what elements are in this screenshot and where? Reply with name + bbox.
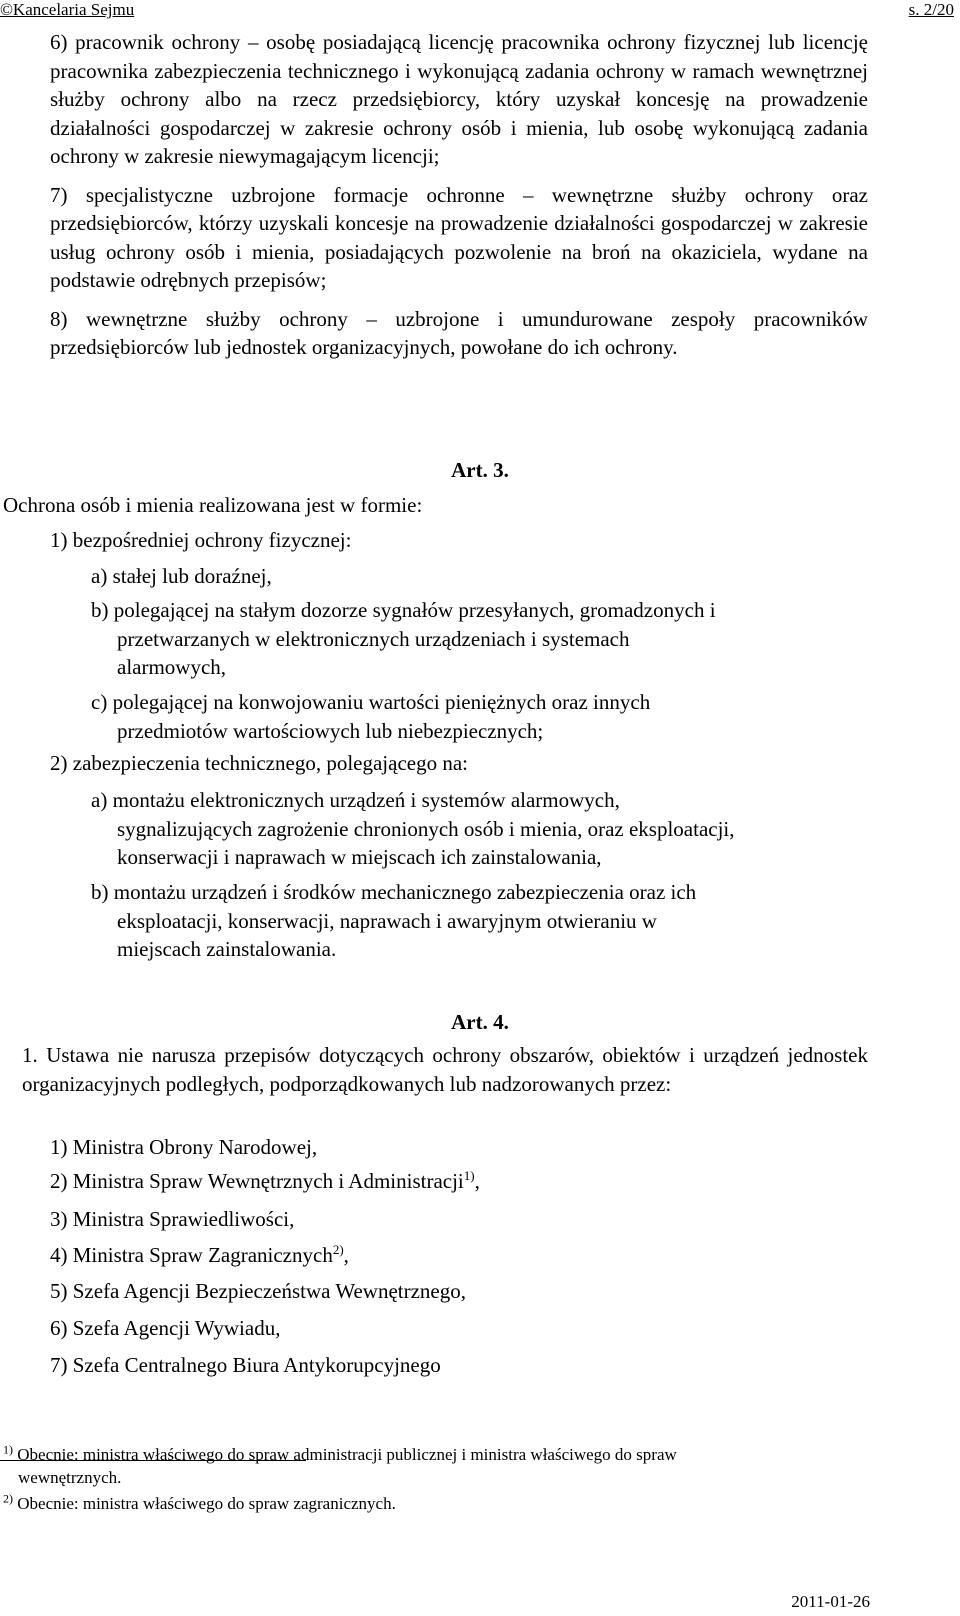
article-4-title: Art. 4.	[451, 1010, 509, 1034]
article-4-item-6: 6) Szefa Agencji Wywiadu,	[50, 1316, 281, 1340]
article-4-item-5: 5) Szefa Agencji Bezpieczeństwa Wewnętrznego,	[50, 1279, 466, 1303]
article-4-item-2: 2) Ministra Spraw Wewnętrznych i Administracji$^{1)}$,	[50, 1168, 480, 1193]
article-4-para-1: 1. Ustawa nie narusza przepisów dotyczących ochrony obszarów, obiektów i urządzeń jednostek organizacyjnych podległych, podporządkowanych lub nadzorowanych przez:	[22, 1043, 868, 1096]
footnote-ref-1: 1)	[463, 1168, 475, 1183]
article-3-point-2: 2) zabezpieczenia technicznego, polegającego na:	[50, 751, 469, 775]
definition-item-6: 6) pracownik ochrony – osobę posiadającą licencję pracownika ochrony fizycznej lub licencję pracownika zabezpieczenia technicznego i wykonującą zadania ochrony w ramach wewnętrznej służby ochrony albo na rzecz przedsiębiorcy, który uzyskał koncesję na prowadzenie działalności gospodarczej w zakresie ochrony osób i mienia, lub osobę wykonującą zadania ochrony w zakresie niewymagającym licencji;	[50, 30, 868, 168]
article-4-item-7: 7) Szefa Centralnego Biura Antykorupcyjnego	[50, 1353, 441, 1377]
footnote-2: $^{2)}$ Obecnie: ministra właściwego do spraw zagranicznych.	[3, 1491, 396, 1513]
article-3-point-1: 1) bezpośredniej ochrony fizycznej:	[50, 528, 352, 552]
article-4-item-3: 3) Ministra Sprawiedliwości,	[50, 1207, 295, 1231]
publication-date: 2011-01-26	[791, 1592, 870, 1611]
page-number: s. 2/20	[908, 0, 954, 19]
definitions-list	[50, 28, 868, 372]
article-4-item-1: 1) Ministra Obrony Narodowej,	[50, 1135, 318, 1159]
article-3-point-1c: c) polegającej na konwojowaniu wartości pieniężnych oraz innych przedmiotów wartościowych lub niebezpiecznych;	[91, 690, 651, 743]
definition-item-7: 7) specjalistyczne uzbrojone formacje ochronne – wewnętrzne służby ochrony oraz przedsiębiorców, którzy uzyskali koncesje na prowadzenie działalności gospodarczej w zakresie usług ochrony osób i mienia, posiadających pozwolenie na broń na okaziciela, wydane na podstawie odrębnych przepisów;	[50, 182, 868, 292]
footnote-1: $^{1)}$ Obecnie: ministra właściwego do spraw administracji publicznej i ministra właściwego do spraw wewnętrznych.	[3, 1442, 677, 1487]
article-3-point-1b: b) polegającej na stałym dozorze sygnałów przesyłanych, gromadzonych i przetwarzanych w elektronicznych urządzeniach i systemach alarmowych,	[91, 598, 716, 679]
article-3-title: Art. 3.	[451, 458, 509, 482]
article-3-point-1a: a) stałej lub doraźnej,	[91, 564, 272, 588]
article-3-intro: Ochrona osób i mienia realizowana jest w formie:	[3, 493, 423, 517]
article-3-point-2a: a) montażu elektronicznych urządzeń i systemów alarmowych, sygnalizujących zagrożenie chronionych osób i mienia, oraz eksploatacji, konserwacji i naprawach w miejscach ich zainstalowania,	[91, 788, 735, 869]
footnote-ref-2: 2)	[332, 1242, 344, 1257]
definition-item-8: 8) wewnętrzne służby ochrony – uzbrojone i umundurowane zespoły pracowników przedsiębiorców lub jednostek organizacyjnych, powołane do ich ochrony.	[50, 306, 868, 359]
page-header-left: ©Kancelaria Sejmu	[0, 0, 135, 19]
article-4-item-4: 4) Ministra Spraw Zagranicznych$^{2)}$,	[50, 1242, 349, 1267]
article-3-point-2b: b) montażu urządzeń i środków mechanicznego zabezpieczenia oraz ich eksploatacji, konserwacji, naprawach i awaryjnym otwieraniu w miejscach zainstalowania.	[91, 880, 697, 961]
